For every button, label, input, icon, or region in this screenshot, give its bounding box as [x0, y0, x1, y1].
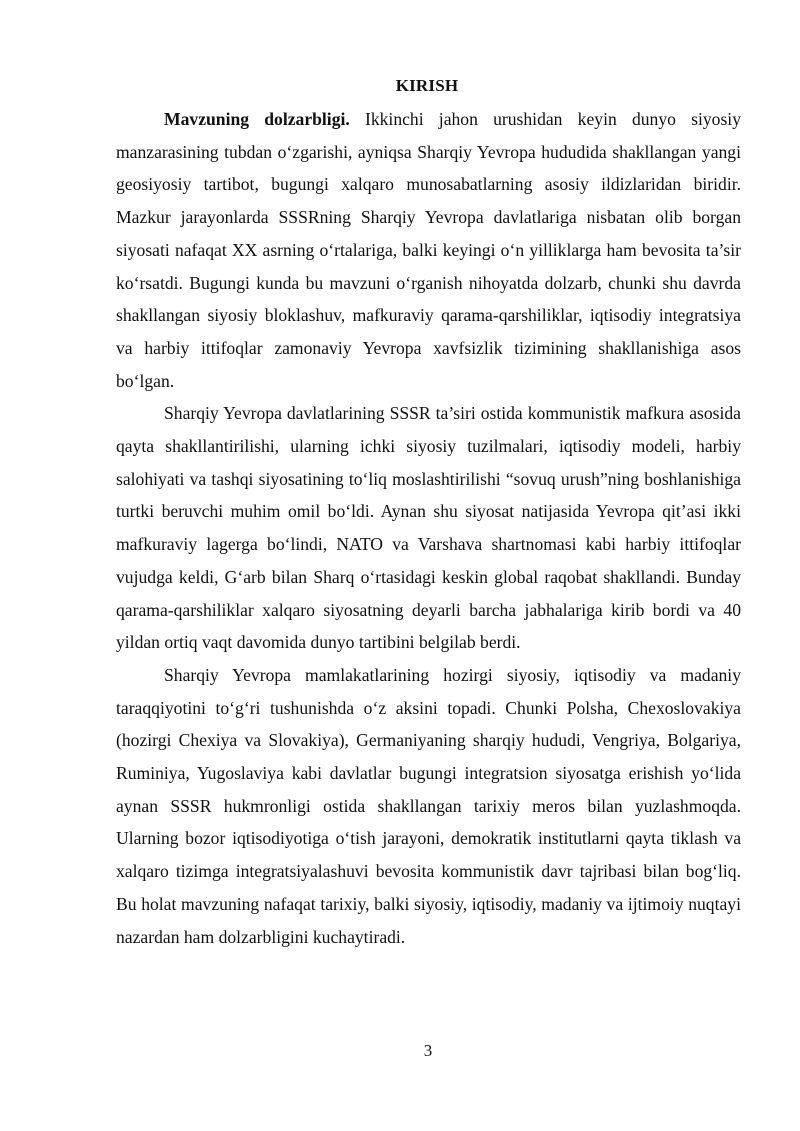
paragraph-eastern-europe-today: Sharqiy Yevropa mamlakatlarining hozirgi siyosiy, iqtisodiy va madaniy taraqqiyotini to‘g‘ri tushunishda o‘z aksini topadi. Chunki Polsha, Chexoslovakiya (hozirgi Chexiya va Slovakiya), Germaniyaning sharqiy hududi, Vengriya, Bolgariya, Ruminiya, Yugoslaviya kabi davlatlar bugungi integratsion siyosatga erishish yo‘lida aynan SSSR hukmronligi ostida shakllangan tarixiy meros bilan yuzlashmoqda. Ularning bozor iqtisodiyotiga o‘tish jarayoni, demokratik institutlarni qayta tiklash va xalqaro tizimga integratsiyalashuvi bevosita kommunistik davr tajribasi bilan bog‘liq. Bu holat mavzuning nafaqat tarixiy, balki siyosiy, iqtisodiy, madaniy va ijtimoiy nuqtayi nazardan ham dolzarbligini kuchaytiradi. [116, 664, 741, 947]
paragraph-lead: Mavzuning dolzarbligi. [164, 109, 350, 129]
section-heading: KIRISH [395, 76, 459, 95]
paragraph-soviet-influence: Sharqiy Yevropa davlatlarining SSSR ta’siri ostida kommunistik mafkura asosida qayta shakllantirilishi, ularning ichki siyosiy tuzilmalari, iqtisodiy modeli, harbiy salohiyati va tashqi siyosatining to‘liq moslashtirilishi “sovuq urush”ning boshlanishiga turtki beruvchi muhim omil bo‘ldi. Aynan shu siyosat natijasida Yevropa qit’asi ikki mafkuraviy lagerga bo‘lindi, NATO va Varshava shartnomasi kabi harbiy ittifoqlar vujudga keldi, G‘arb bilan Sharq o‘rtasidagi keskin global raqobat shakllandi. Bunday qarama-qarshiliklar xalqaro siyosatning deyarli barcha jabhalariga kirib bordi va 40 yildan ortiq vaqt davomida dunyo tartibini belgilab berdi. [116, 403, 741, 653]
page-number: 3 [423, 1041, 433, 1060]
paragraph-text: Ikkinchi jahon urushidan keyin dunyo siyosiy manzarasining tubdan o‘zgarishi, ayniqsa Sharqiy Yevropa hududida shakllangan yangi geosiyosiy tartibot, bugungi xalqaro munosabatlarning asosiy ildizlaridan biridir. Mazkur jarayonlarda SSSRning Sharqiy Yevropa davlatlariga nisbatan olib borgan siyosati nafaqat XX asrning o‘rtalariga, balki keyingi o‘n yilliklarga ham bevosita ta’sir ko‘rsatdi. Bugungi kunda bu mavzuni o‘rganish nihoyatda dolzarb, chunki shu davrda shakllangan siyosiy bloklashuv, mafkuraviy qarama-qarshiliklar, iqtisodiy integratsiya va harbiy ittifoqlar zamonaviy Yevropa xavfsizlik tizimining shakllanishiga asos bo‘lgan. [116, 109, 741, 391]
body-text [116, 103, 741, 953]
paragraph-relevance [116, 103, 741, 397]
